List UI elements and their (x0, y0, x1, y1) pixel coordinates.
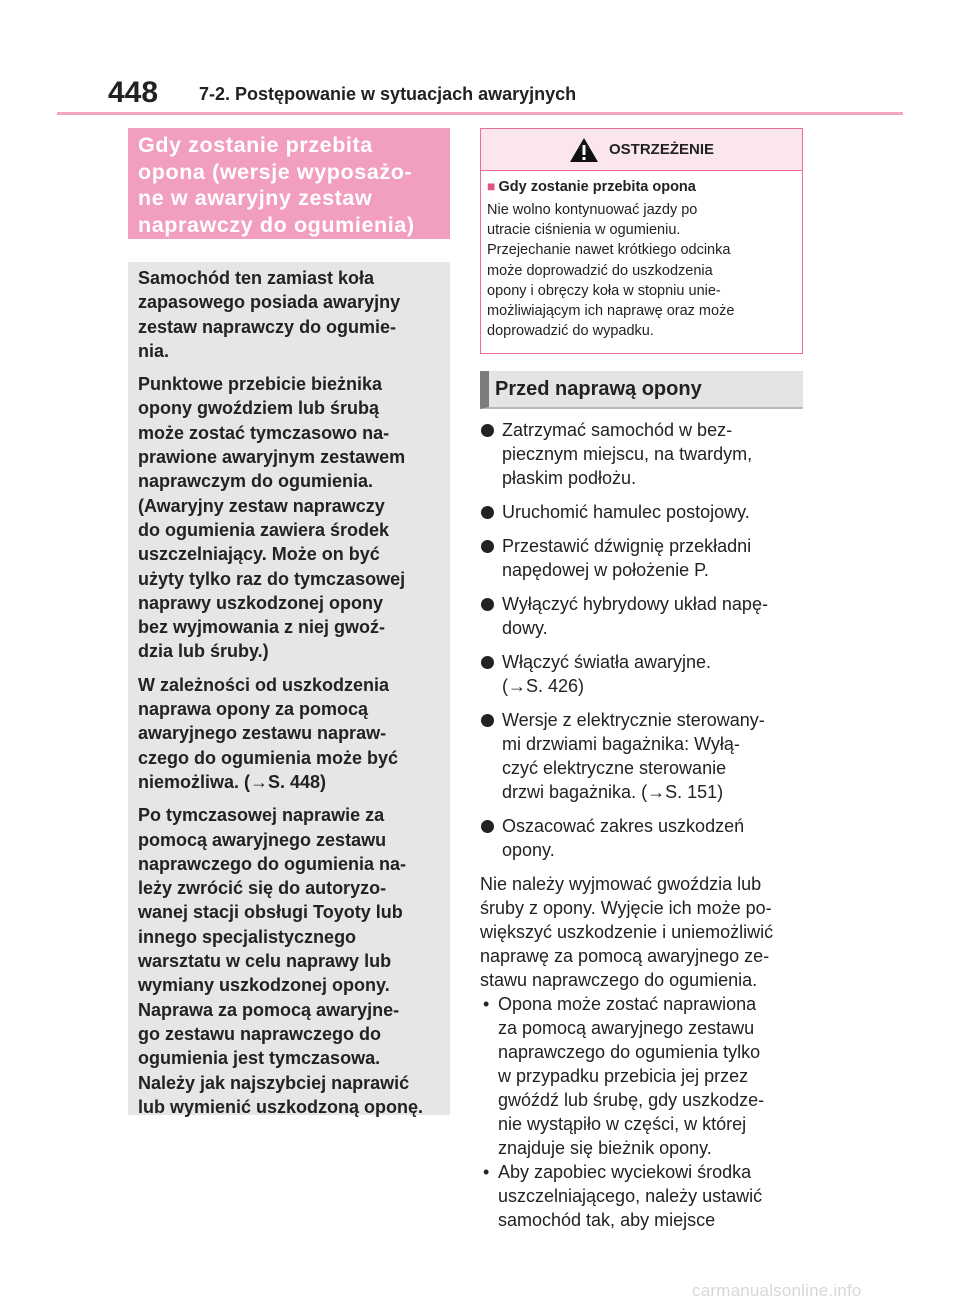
bullet-item (480, 500, 810, 524)
text-line: Nie wolno kontynuować jazdy po (487, 202, 698, 218)
text-line: wanej stacji obsługi Toyoty lub (138, 902, 403, 923)
text-line: Przejechanie nawet krótkiego odcinka (487, 242, 731, 259)
text-line: do ogumienia zawiera środek (138, 519, 390, 540)
text-line: utracie ciśnienia w ogumieniu. (487, 222, 681, 239)
text-line: uszczelniającego, należy ustawić (498, 1186, 763, 1206)
bullet-item (480, 708, 810, 804)
text-line: (→S. 426) (502, 676, 585, 696)
text-line: opony. (502, 840, 555, 860)
text-line: możliwiającym ich naprawę oraz może (487, 303, 735, 320)
warning-subtitle: ■ Gdy zostanie przebita opona (487, 178, 696, 195)
sub-bullet-icon: • (483, 1162, 490, 1182)
text-line: bez wyjmowania z niej gwoź- (138, 617, 386, 638)
bullet-dot-icon (481, 598, 494, 611)
left-info-box (128, 262, 450, 1115)
page-header (0, 0, 960, 120)
bullet-item (480, 592, 810, 640)
info-paragraph (138, 673, 440, 794)
text-line: (Awaryjny zestaw naprawczy (138, 495, 385, 516)
bullet-list (480, 418, 810, 862)
text-line: ogumienia jest tymczasowa. (138, 1048, 381, 1069)
text-line: go zestawu naprawczego do (138, 1023, 382, 1044)
text-line: może doprowadzić do uszkodzenia (487, 262, 713, 279)
header-divider (57, 112, 903, 115)
text-line: płaskim podłożu. (502, 468, 637, 488)
text-line: Oszacować zakres uszkodzeń (502, 816, 745, 836)
bullet-dot-icon (481, 714, 494, 727)
info-paragraph (138, 803, 440, 1119)
text-line: Opona może zostać naprawiona (498, 994, 757, 1014)
square-bullet-icon: ■ (487, 178, 496, 194)
text-line: Wersje z elektrycznie sterowany- (502, 710, 765, 730)
bullet-item (480, 814, 810, 862)
note-paragraph (480, 872, 810, 992)
text-line: Należy jak najszybciej naprawić (138, 1072, 410, 1093)
sub-bullet-icon: • (483, 994, 490, 1014)
bullet-item (480, 534, 810, 582)
text-line: większyć uszkodzenie i uniemożliwić (480, 922, 774, 942)
sub-item (480, 1160, 810, 1232)
text-line: Samochód ten zamiast koła (138, 268, 375, 288)
warning-triangle-icon (569, 137, 599, 163)
text-line: gwóźdź lub śrubę, gdy uszkodze- (498, 1090, 765, 1110)
text-line: Wyłączyć hybrydowy układ napę- (502, 594, 768, 614)
sub-item (480, 992, 810, 1160)
section-heading: Przed naprawą opony (480, 371, 803, 409)
text-line: opony gwoździem lub śrubą (138, 398, 380, 419)
left-section-title (128, 128, 450, 239)
text-line: naprawę za pomocą awaryjnego ze- (480, 946, 770, 966)
text-line: awaryjnego zestawu napraw- (138, 723, 387, 744)
right-column (480, 418, 810, 1232)
text-line: naprawa opony za pomocą (138, 699, 369, 720)
page-number: 448 (108, 76, 159, 109)
bullet-dot-icon (481, 540, 494, 553)
bullet-item (480, 418, 810, 490)
bullet-dot-icon (481, 820, 494, 833)
text-line: czyć elektryczne sterowanie (502, 758, 727, 778)
text-line: piecznym miejscu, na twardym, (502, 444, 753, 464)
text-line: nie wystąpiło w części, w której (498, 1114, 747, 1134)
text-line: w przypadku przebicia jej przez (498, 1066, 749, 1086)
text-line: uszczelniający. Może on być (138, 544, 380, 565)
warning-label: OSTRZEŻENIE (608, 141, 714, 158)
text-line: Włączyć światła awaryjne. (502, 652, 712, 672)
text-line: stawu naprawczego do ogumienia. (480, 970, 758, 990)
text-line: napędowej w położenie P. (502, 560, 709, 580)
info-paragraph (138, 372, 440, 664)
text-line: za pomocą awaryjnego zestawu (498, 1018, 755, 1038)
text-line: warsztatu w celu naprawy lub (138, 951, 392, 972)
text-line: Uruchomić hamulec postojowy. (502, 502, 750, 522)
text-line: prawione awaryjnym zestawem (138, 447, 406, 468)
text-line: Naprawa za pomocą awaryjne- (138, 999, 400, 1020)
bullet-dot-icon (481, 656, 494, 669)
text-line: znajduje się bieżnik opony. (498, 1138, 712, 1158)
text-line: zestaw naprawczy do ogumie- (138, 316, 397, 337)
text-line: leży zwrócić się do autoryzo- (138, 878, 387, 899)
title-line: naprawczy do ogumienia) (138, 212, 415, 237)
text-line: doprowadzić do wypadku. (487, 323, 654, 340)
text-line: opony i obręczy koła w stopniu unie- (487, 282, 721, 299)
title-line: opona (wersje wyposażo- (138, 159, 413, 184)
warning-header (481, 129, 802, 171)
bullet-dot-icon (481, 506, 494, 519)
text-line: Nie należy wyjmować gwoździa lub (480, 874, 762, 894)
text-line: Po tymczasowej naprawie za (138, 805, 385, 826)
text-line: nia. (138, 340, 170, 361)
bullet-dot-icon (481, 424, 494, 437)
watermark: carmanualsonline.info (692, 1281, 862, 1300)
sub-list (480, 992, 810, 1232)
text-line: wymiany uszkodzonej opony. (138, 975, 390, 996)
text-line: użyty tylko raz do tymczasowej (138, 568, 406, 589)
text-line: czego do ogumienia może być (138, 747, 399, 768)
bullet-item (480, 650, 810, 698)
text-line: innego specjalistycznego (138, 926, 357, 947)
text-line: dzia lub śruby.) (138, 641, 269, 662)
text-line: lub wymienić uszkodzoną oponę. (138, 1096, 424, 1117)
text-line: może zostać tymczasowo na- (138, 422, 390, 443)
title-line: ne w awaryjny zestaw (138, 186, 373, 210)
text-line: naprawczego do ogumienia tylko (498, 1042, 761, 1062)
warning-text (487, 200, 796, 341)
text-line: drzwi bagażnika. (→S. 151) (502, 782, 724, 802)
text-line: dowy. (502, 618, 548, 638)
text-line: mi drzwiami bagażnika: Wyłą- (502, 734, 740, 754)
chapter-title: 7-2. Postępowanie w sytuacjach awaryjnych (199, 84, 577, 104)
text-line: śruby z opony. Wyjęcie ich może po- (480, 898, 772, 918)
text-line: pomocą awaryjnego zestawu (138, 829, 387, 850)
title-line: Gdy zostanie przebita (138, 133, 373, 157)
text-line: zapasowego posiada awaryjny (138, 292, 401, 313)
text-line: Zatrzymać samochód w bez- (502, 420, 733, 440)
warning-box (480, 128, 803, 354)
info-paragraph (138, 266, 440, 363)
text-line: Aby zapobiec wyciekowi środka (498, 1162, 752, 1182)
text-line: naprawczego do ogumienia na- (138, 853, 407, 874)
text-line: Punktowe przebicie bieżnika (138, 374, 383, 395)
text-line: W zależności od uszkodzenia (138, 674, 390, 695)
text-line: naprawczym do ogumienia. (138, 471, 374, 492)
text-line: niemożliwa. (→S. 448) (138, 771, 327, 792)
text-line: samochód tak, aby miejsce (498, 1210, 716, 1230)
text-line: Przestawić dźwignię przekładni (502, 536, 752, 556)
text-line: naprawy uszkodzonej opony (138, 592, 384, 613)
